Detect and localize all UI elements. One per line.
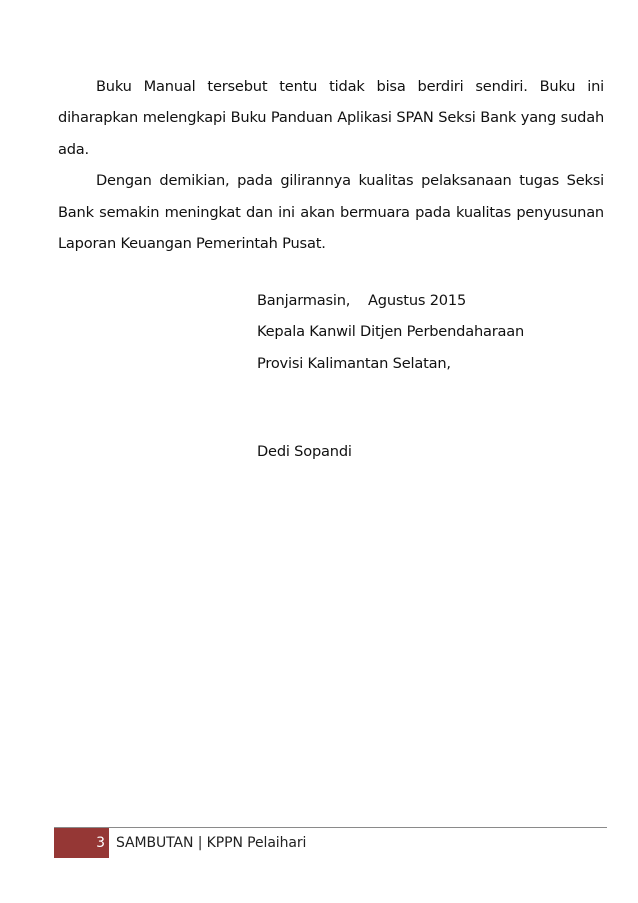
signature-position: Kepala Kanwil Ditjen Perbendaharaan: [257, 323, 525, 341]
signature-block: [257, 285, 524, 379]
signature-place-date: Banjarmasin, Agustus 2015: [257, 292, 467, 309]
signature-region: Provisi Kalimantan Selatan,: [257, 354, 451, 372]
paragraph-1: Buku Manual tersebut tentu tidak bisa berdiri sendiri. Buku ini diharapkan melengkapi Buku Panduan Aplikasi SPAN Seksi Bank yang sudah ada.: [58, 78, 604, 158]
footer-page-number-box: [54, 828, 109, 858]
body-text: [58, 71, 604, 259]
signer-name: Dedi Sopandi: [257, 443, 352, 460]
footer-text: SAMBUTAN | KPPN Pelaihari: [116, 835, 307, 851]
paragraph-2: Dengan demikian, pada gilirannya kualitas pelaksanaan tugas Seksi Bank semakin meningkat dan ini akan bermuara pada kualitas penyusunan Laporan Keuangan Pemerintah Pusat.: [58, 172, 604, 253]
footer-page-number: 3: [96, 835, 105, 851]
